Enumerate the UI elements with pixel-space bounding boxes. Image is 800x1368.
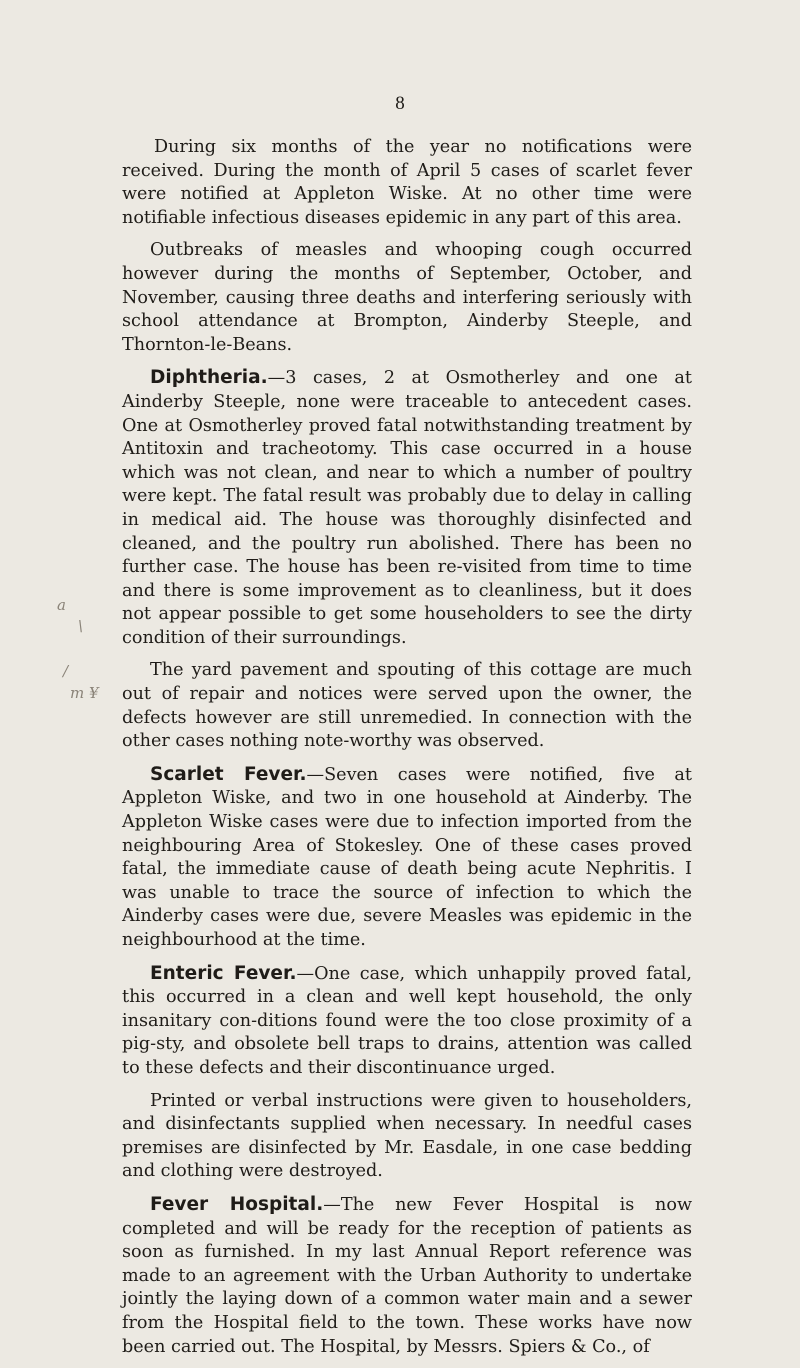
paragraph-instructions: Printed or verbal instructions were given to householders, and disinfectants supplied when necessary. In needful cases premises are disinfected by Mr. Easdale, in one case bedding and clothing were destroyed.	[122, 1090, 692, 1182]
paragraph-enteric-fever	[122, 962, 692, 1081]
paragraph-fever-hospital	[122, 1193, 692, 1359]
paragraph-scarlet-fever	[122, 763, 692, 953]
margin-annotation: /	[63, 662, 69, 680]
section-heading-diphtheria: Diphtheria.	[150, 367, 268, 389]
paragraph-outbreaks: Outbreaks of measles and whooping cough occurred however during the months of September, October, and November, causing three deaths and interfering seriously with school attendance at Brompton, Ainderby Steeple, and Thornton-le-Beans.	[122, 240, 692, 355]
margin-annotation: m ¥	[70, 684, 99, 702]
section-body-fever-hospital: —The new Fever Hospital is now completed and will be ready for the reception of patients as soon as furnished. In my last Annual Report reference was made to an agreement with the Urban Authority to undertake jointly the laying down of a common water main and a sewer from the Hospital field to the town. These works have now been carried out. The Hospital, by Messrs. Spiers & Co., of	[122, 1194, 693, 1357]
report-text-column	[122, 136, 692, 1368]
section-body-scarlet-fever: —Seven cases were notified, five at Appleton Wiske, and two in one household at Ainderby. The Appleton Wiske cases were due to infection imported from the neighbouring Area of Stokesley. One of these cases proved fatal, the immediate cause of death being acute Nephritis. I was unable to trace the source of infection to which the Ainderby cases were due, severe Measles was epidemic in the neighbourhood at the time.	[122, 764, 692, 950]
margin-annotation: a	[57, 596, 66, 614]
margin-annotation: \	[78, 617, 84, 635]
paragraph-diphtheria	[122, 366, 692, 650]
section-heading-enteric-fever: Enteric Fever.	[150, 962, 297, 984]
paragraph-notifications: During six months of the year no notifications were received. During the month of April 5 cases of scarlet fever were notified at Appleton Wiske. At no other time were notifiable infectious diseases epidemic in any part of this area.	[122, 137, 692, 228]
paragraph-cottage-repair: The yard pavement and spouting of this cottage are much out of repair and notices were served upon the owner, the defects however are still unremedied. In connection with the other cases nothing note-worthy was observed.	[122, 660, 692, 752]
section-heading-fever-hospital: Fever Hospital.	[150, 1193, 324, 1215]
page-number: 8	[395, 93, 405, 114]
section-body-diphtheria: —3 cases, 2 at Osmotherley and one at Ainderby Steeple, none were traceable to antecedent cases. One at Osmotherley proved fatal notwithstanding treatment by Antitoxin and tracheotomy. This case occurred in a house which was not clean, and near to which a number of poultry were kept. The fatal result was probably due to delay in calling in medical aid. The house was thoroughly disinfected and cleaned, and the poultry run abolished. There has been no further case. The house has been re-visited from time to time and there is some improvement as to cleanliness, but it does not appear possible to get some householders to see the dirty condition of their surroundings.	[122, 368, 692, 648]
section-heading-scarlet-fever: Scarlet Fever.	[150, 763, 307, 785]
section-body-enteric-fever: —One case, which unhappily proved fatal, this occurred in a clean and well kept household, the only insanitary con-ditions found were the too close proximity of a pig-sty, and obsolete bell traps to drains, attention was called to these defects and their discontinuance urged.	[122, 963, 692, 1078]
